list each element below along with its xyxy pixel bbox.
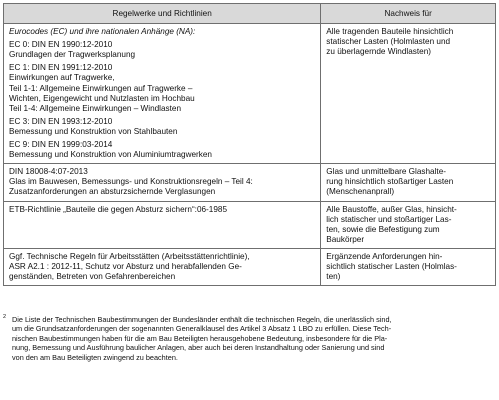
- footnote-line: von den am Bau Beteiligten zwingend zu beachten.: [12, 352, 178, 362]
- ec1-part-1-1: Teil 1-1: Allgemeine Einwirkungen auf Tragwerke –: [9, 83, 193, 93]
- standard-line: Ggf. Technische Regeln für Arbeitsstätten (Arbeitsstättenrichtlinie),: [9, 251, 250, 261]
- table-row-eurocodes: [4, 24, 496, 164]
- proof-line: zu überlagernde Windlasten): [326, 47, 431, 57]
- proof-line: sichtlich statischer Lasten (Holmlas-: [326, 261, 457, 271]
- proof-line: Alle Baustoffe, außer Glas, hinsicht-: [326, 204, 457, 214]
- standards-cell: [4, 248, 321, 285]
- proof-cell: [321, 248, 496, 285]
- proof-line: lich statischer und stoßartiger Las-: [326, 214, 452, 224]
- table-row-din18008: [4, 164, 496, 201]
- ec9-title: Bemessung und Konstruktion von Aluminiumtragwerken: [9, 150, 212, 160]
- ec1-part-1-1-cont: Wichten, Eigengewicht und Nutzlasten im Hochbau: [9, 93, 195, 103]
- table-header-row: [4, 4, 496, 24]
- table-row-etb: [4, 201, 496, 248]
- ec3-code: EC 3: DIN EN 1993:12-2010: [9, 116, 113, 126]
- standard-line: Zusatzanforderungen an absturzsichernde Verglasungen: [9, 187, 216, 197]
- footnote-text: [3, 315, 496, 362]
- ec1-block: [9, 63, 315, 113]
- proof-cell: [321, 164, 496, 201]
- footnote-line: um die Grundsatzanforderungen der sogenannten Generalklausel des Artikel 3 Absatz 1 LBO zu erfüllen. Diese Tech-: [12, 324, 392, 334]
- standards-table: [3, 3, 496, 286]
- proof-line: ten, sowie die Befestigung zum: [326, 224, 440, 234]
- proof-cell: [321, 24, 496, 164]
- proof-line: ten): [326, 272, 341, 282]
- ec9-block: [9, 140, 315, 160]
- ec0-code: EC 0: DIN EN 1990:12-2010: [9, 40, 113, 50]
- standard-line: ASR A2.1 : 2012-11, Schutz vor Absturz und herabfallenden Ge-: [9, 261, 242, 271]
- standard-line: ETB-Richtlinie „Bauteile die gegen Absturz sichern“:06-1985: [9, 204, 227, 214]
- eurocodes-intro: Eurocodes (EC) und ihre nationalen Anhänge (NA):: [9, 27, 196, 37]
- ec9-code: EC 9: DIN EN 1999:03-2014: [9, 140, 113, 150]
- header-proof: Nachweis für: [321, 4, 496, 24]
- proof-line: rung hinsichtlich stoßartiger Lasten: [326, 177, 454, 187]
- ec3-block: [9, 117, 315, 137]
- proof-line: statischer Lasten (Holmlasten und: [326, 37, 451, 47]
- ec1-part-1-4: Teil 1-4: Allgemeine Einwirkungen – Windlasten: [9, 103, 182, 113]
- footnote-marker: 2: [3, 314, 7, 320]
- proof-line: Glas und unmittelbare Glashalte-: [326, 167, 446, 177]
- proof-line: Baukörper: [326, 234, 365, 244]
- table-row-asr: [4, 248, 496, 285]
- footnote: [3, 315, 496, 362]
- proof-cell: [321, 201, 496, 248]
- standards-cell: [4, 201, 321, 248]
- standards-cell: [4, 164, 321, 201]
- footnote-line: nung, Bemessung und Ausführung baulicher Anlagen, aber auch bei deren Instandhaltung oder Sanierung und sind: [12, 343, 385, 353]
- ec0-block: [9, 40, 315, 60]
- standards-cell: [4, 24, 321, 164]
- proof-line: Alle tragenden Bauteile hinsichtlich: [326, 27, 454, 37]
- header-standards: Regelwerke und Richtlinien: [4, 4, 321, 24]
- ec1-title: Einwirkungen auf Tragwerke,: [9, 73, 115, 83]
- ec3-title: Bemessung und Konstruktion von Stahlbauten: [9, 126, 178, 136]
- ec1-code: EC 1: DIN EN 1991:12-2010: [9, 63, 113, 73]
- ec0-title: Grundlagen der Tragwerksplanung: [9, 50, 136, 60]
- proof-line: Ergänzende Anforderungen hin-: [326, 251, 443, 261]
- footnote-line: nischen Baubestimmungen haben für die am Bau Beteiligten herausgehobene Bedeutung, insbesondere für die Pla-: [12, 333, 388, 343]
- standard-line: genständen, Betreten von Gefahrenbereichen: [9, 272, 176, 282]
- footnote-line: Die Liste der Technischen Baubestimmungen der Bundesländer enthält die technischen Regeln, die unerlässlich sind,: [12, 315, 392, 324]
- proof-line: (Menschenanprall): [326, 187, 395, 197]
- standard-line: Glas im Bauwesen, Bemessungs- und Konstruktionsregeln – Teil 4:: [9, 177, 253, 187]
- standard-line: DIN 18008-4:07-2013: [9, 167, 88, 177]
